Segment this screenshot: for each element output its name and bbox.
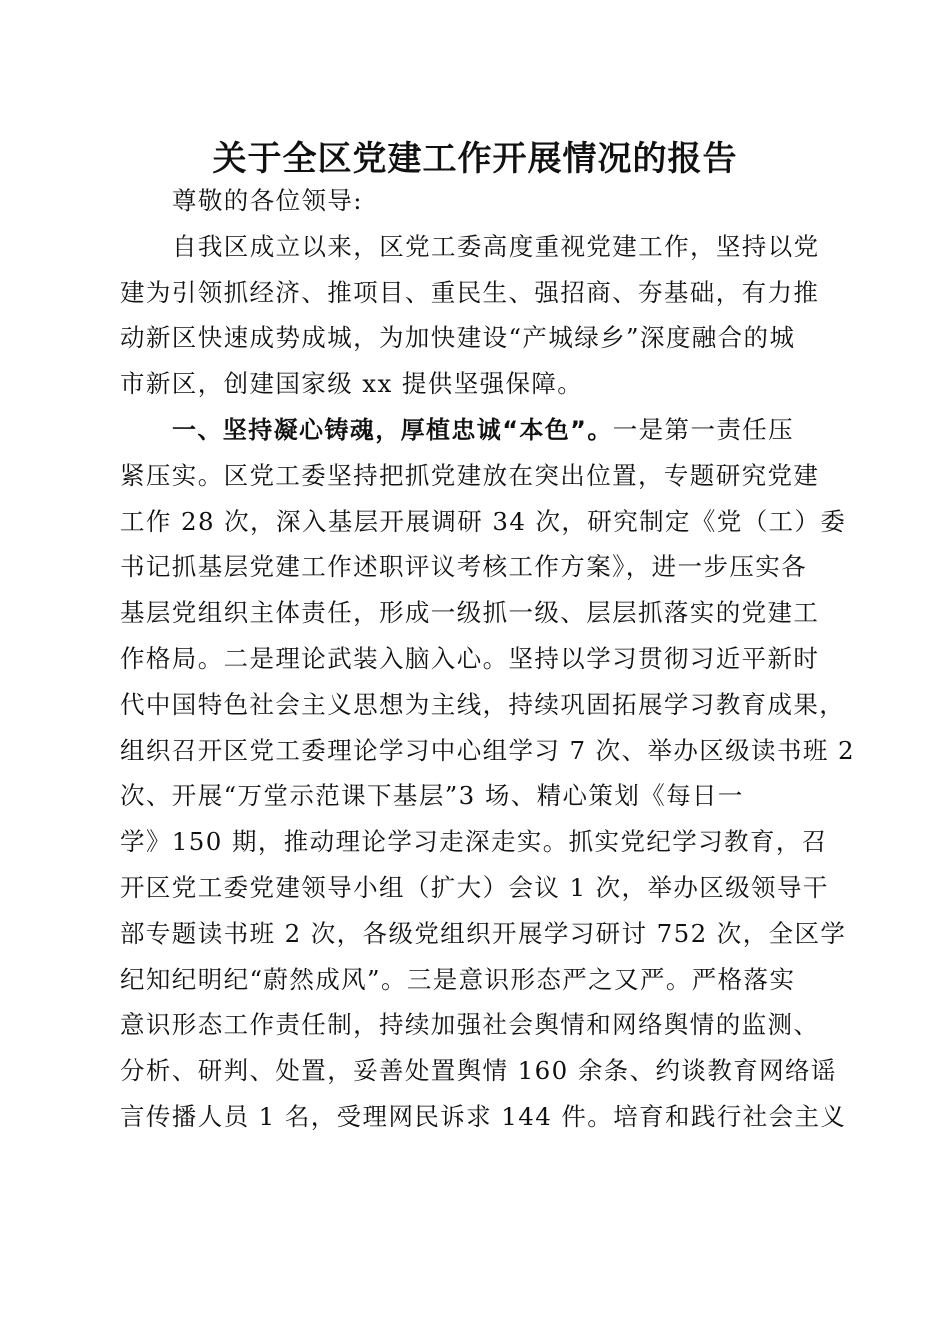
paragraph-line: 书记抓基层党建工作述职评议考核工作方案》，进一步压实各 [120,552,808,582]
paragraph-line: 次、开展“万堂示范课下基层”3 场、精心策划《每日一 [120,781,744,811]
salutation: 尊敬的各位领导: [172,186,363,215]
section-1-lead-text: 一是第一责任压 [612,414,795,444]
paragraph-line: 部专题读书班 2 次，各级党组织开展学习研讨 752 次，全区学 [120,918,847,948]
paragraph-line: 工作 28 次，深入基层开展调研 34 次，研究制定《党（工）委 [120,506,847,536]
paragraph-line: 市新区，创建国家级 xx 提供坚强保障。 [120,369,584,399]
paragraph-line: 代中国特色社会主义思想为主线，持续巩固拓展学习教育成果， [120,689,846,719]
section-1-heading: 一、坚持凝心铸魂，厚植忠诚“本色”。 [172,415,613,444]
paragraph-line: 基层党组织主体责任，形成一级抓一级、层层抓落实的党建工 [120,598,820,628]
document-body [120,178,855,1140]
paragraph-line: 开区党工委党建领导小组（扩大）会议 1 次，举办区级领导干 [120,872,829,902]
paragraph-line: 动新区快速成势成城，为加快建设“产城绿乡”深度融合的城 [120,323,796,353]
paragraph-line: 组织召开区党工委理论学习中心组学习 7 次、举办区级读书班 2 [120,735,855,765]
paragraph-line: 建为引领抓经济、推项目、重民生、强招商、夯基础，有力推 [120,277,820,307]
paragraph-line: 学》150 期，推动理论学习走深走实。抓实党纪学习教育，召 [120,827,828,857]
paragraph-line: 作格局。二是理论武装入脑入心。坚持以学习贯彻习近平新时 [120,643,820,673]
paragraph-line: 分析、研判、处置，妥善处置舆情 160 余条、约谈教育网络谣 [120,1056,837,1086]
paragraph-line: 自我区成立以来，区党工委高度重视党建工作，坚持以党 [172,231,820,261]
document-title: 关于全区党建工作开展情况的报告 [212,139,738,179]
paragraph-line: 意识形态工作责任制，持续加强社会舆情和网络舆情的监测、 [120,1010,820,1040]
paragraph-line: 言传播人员 1 名，受理网民诉求 144 件。培育和践行社会主义 [120,1101,847,1131]
section-1-first-line [120,407,826,453]
paragraph-line: 紧压实。区党工委坚持把抓党建放在突出位置，专题研究党建 [120,460,820,490]
paragraph-line: 纪知纪明纪“蔚然成风”。三是意识形态严之又严。严格落实 [120,964,796,994]
